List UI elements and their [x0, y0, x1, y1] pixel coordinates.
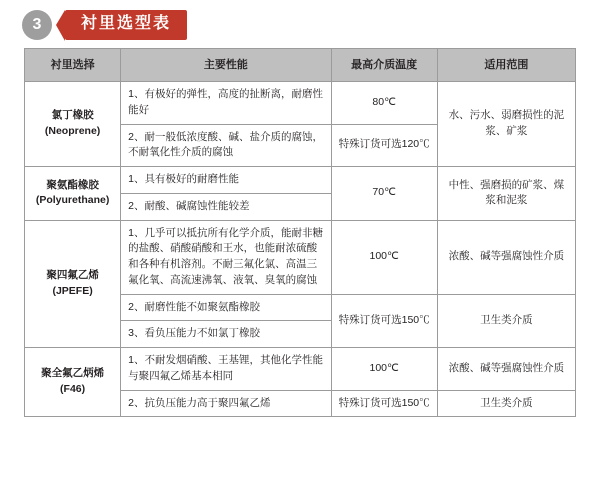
column-header-performance: 主要性能 [121, 49, 331, 82]
lining-name-line: 聚氨酯橡胶 [46, 178, 99, 191]
performance-cell: 2、耐磨性能不如聚氨酯橡胶 [121, 294, 331, 321]
column-header-application: 适用范围 [437, 49, 575, 82]
table-container [0, 40, 600, 417]
performance-cell: 2、耐酸、碱腐蚀性能较差 [121, 193, 331, 220]
performance-cell: 1、具有极好的耐磨性能 [121, 167, 331, 194]
application-range-cell: 中性、强磨损的矿浆、煤浆和泥浆 [437, 167, 575, 221]
table-header-row [25, 49, 576, 82]
section-number-badge: 3 [22, 10, 52, 40]
performance-cell: 1、有极好的弹性，高度的扯断离，耐磨性能好 [121, 82, 331, 125]
page-title: 衬里选型表 [65, 10, 187, 39]
max-temperature-cell: 100℃ [331, 220, 437, 294]
lining-name-cell [25, 220, 121, 348]
application-range-cell: 水、污水、弱磨损性的泥浆、矿浆 [437, 82, 575, 167]
performance-cell: 2、耐一般低浓度酸、碱、盐介质的腐蚀，不耐氧化性介质的腐蚀 [121, 124, 331, 167]
lining-name-line: 聚全氟乙炳烯 [41, 367, 105, 380]
performance-cell: 1、不耐发烟硝酸、王基锂，其他化学性能与聚四氟乙烯基本相同 [121, 348, 331, 391]
max-temperature-cell: 80℃ [331, 82, 437, 125]
lining-selection-table [24, 48, 576, 417]
application-range-cell: 浓酸、碱等强腐蚀性介质 [437, 348, 575, 391]
max-temperature-cell: 特殊订货可选120℃ [331, 124, 437, 167]
table-row [25, 82, 576, 125]
table-row [25, 348, 576, 391]
performance-cell: 2、抗负压能力高于聚四氟乙烯 [121, 390, 331, 417]
performance-cell: 3、看负压能力不如氯丁橡胶 [121, 321, 331, 348]
lining-name-cell [25, 82, 121, 167]
lining-name-line: (F46) [60, 383, 86, 396]
lining-name-cell [25, 348, 121, 417]
application-range-cell: 卫生类介质 [437, 294, 575, 348]
lining-name-line: (JPEFE) [52, 284, 93, 297]
lining-name-cell [25, 167, 121, 221]
max-temperature-cell: 特殊订货可选150℃ [331, 390, 437, 417]
table-row [25, 167, 576, 194]
lining-name-line: 聚四氟乙烯 [46, 269, 99, 281]
max-temperature-cell: 100℃ [331, 348, 437, 391]
table-row [25, 220, 576, 294]
application-range-cell: 浓酸、碱等强腐蚀性介质 [437, 220, 575, 294]
application-range-cell: 卫生类介质 [437, 390, 575, 417]
page-header [0, 0, 600, 40]
lining-name-line: (Neoprene) [44, 125, 101, 137]
lining-name-line: (Polyurethane) [35, 194, 110, 207]
max-temperature-cell: 70℃ [331, 167, 437, 221]
max-temperature-cell: 特殊订货可选150℃ [331, 294, 437, 348]
performance-cell: 1、几乎可以抵抗所有化学介质，能耐非糖的盐酸、硝酸硝酸和王水，也能耐浓硫酸和各种有机溶剂。不耐三氟化氯、高温三氟化氧、高流速沸氧、液氧、臭氧的腐蚀 [121, 220, 331, 294]
column-header-max-temperature: 最高介质温度 [331, 49, 437, 82]
lining-name-line: 氯丁橡胶 [51, 109, 94, 122]
table-body [25, 82, 576, 417]
column-header-lining: 衬里选择 [25, 49, 121, 82]
